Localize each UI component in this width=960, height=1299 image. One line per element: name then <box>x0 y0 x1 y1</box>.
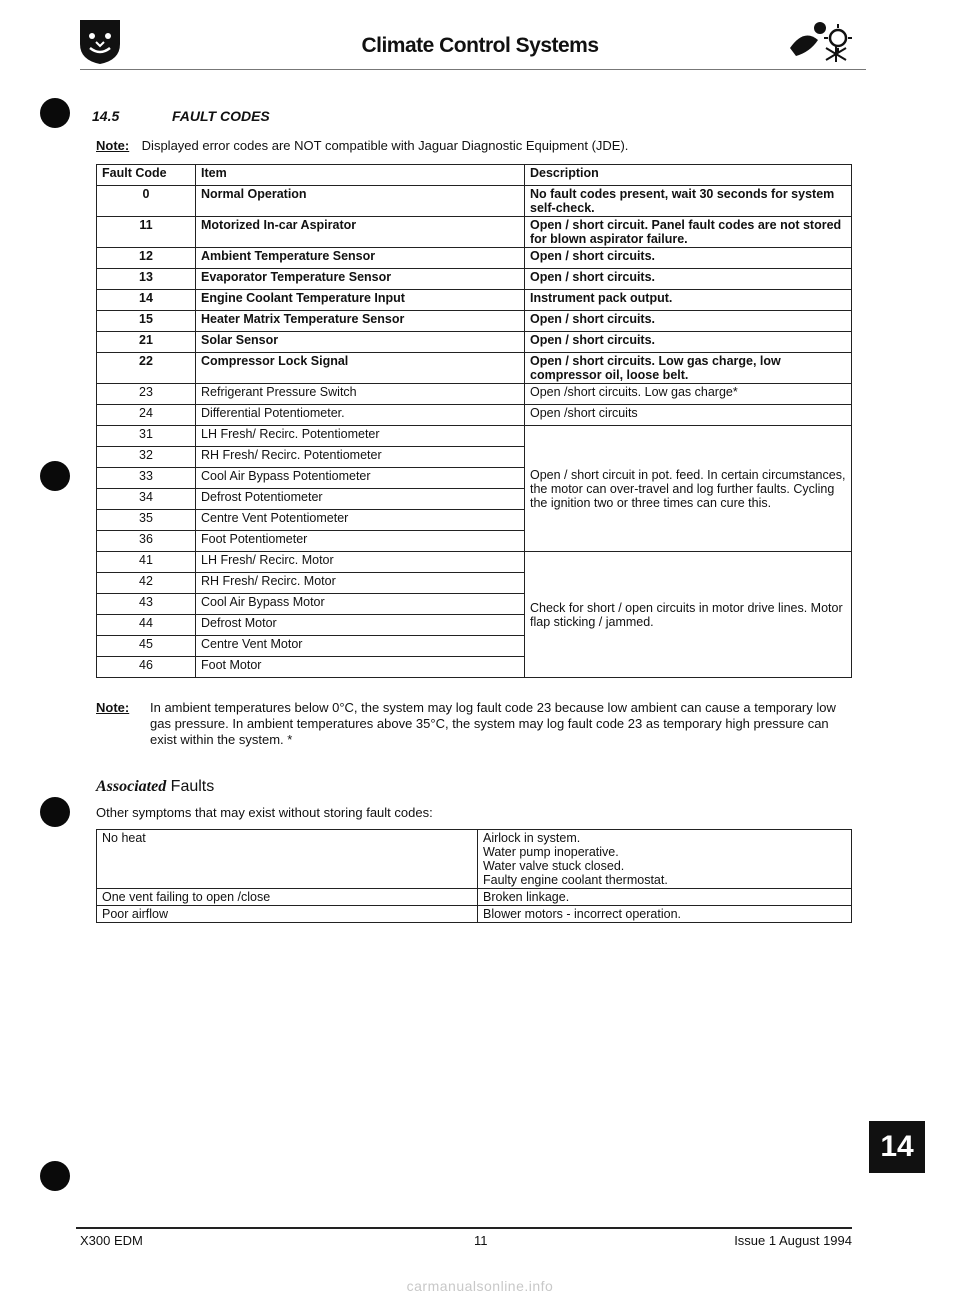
note-label: Note: <box>96 700 130 715</box>
table-row <box>97 186 852 217</box>
binder-hole <box>40 797 70 827</box>
fault-item: Centre Vent Motor <box>196 636 525 657</box>
fault-item: Cool Air Bypass Potentiometer <box>196 468 525 489</box>
fault-code: 31 <box>97 426 196 447</box>
fault-code: 44 <box>97 615 196 636</box>
fault-code: 43 <box>97 594 196 615</box>
fault-code: 45 <box>97 636 196 657</box>
fault-code: 21 <box>97 332 196 353</box>
fault-code: 33 <box>97 468 196 489</box>
fault-code: 24 <box>97 405 196 426</box>
fault-code: 0 <box>97 186 196 217</box>
table-row <box>97 889 852 906</box>
fault-description: Open / short circuits. <box>525 248 852 269</box>
table-header-row <box>97 165 852 186</box>
table-row <box>97 217 852 248</box>
page-number: 11 <box>474 1233 488 1248</box>
fault-code: 12 <box>97 248 196 269</box>
table-row <box>97 353 852 384</box>
cause: Faulty engine coolant thermostat. <box>483 873 668 887</box>
note-1 <box>96 137 628 155</box>
fault-item: Normal Operation <box>196 186 525 217</box>
table-row <box>97 552 852 573</box>
cause: Blower motors - incorrect operation. <box>483 907 681 921</box>
fault-item: Foot Motor <box>196 657 525 678</box>
fault-item: LH Fresh/ Recirc. Motor <box>196 552 525 573</box>
causes <box>478 830 852 889</box>
fault-item: Centre Vent Potentiometer <box>196 510 525 531</box>
fault-item: LH Fresh/ Recirc. Potentiometer <box>196 426 525 447</box>
cause: Water pump inoperative. <box>483 845 619 859</box>
fault-item: Refrigerant Pressure Switch <box>196 384 525 405</box>
fault-code: 22 <box>97 353 196 384</box>
footer-doc-code: X300 EDM <box>80 1233 143 1248</box>
fault-item: Defrost Motor <box>196 615 525 636</box>
table-row <box>97 830 852 889</box>
table-row <box>97 269 852 290</box>
fault-item: Evaporator Temperature Sensor <box>196 269 525 290</box>
section-title: FAULT CODES <box>172 108 270 124</box>
footer-rule <box>76 1227 852 1229</box>
symptom: No heat <box>97 830 478 889</box>
fault-code: 42 <box>97 573 196 594</box>
associated-faults-heading <box>96 778 214 796</box>
table-row <box>97 426 852 447</box>
binder-hole <box>40 98 70 128</box>
fault-code: 14 <box>97 290 196 311</box>
cause: Water valve stuck closed. <box>483 859 625 873</box>
fault-code: 34 <box>97 489 196 510</box>
table-row <box>97 384 852 405</box>
page-header-title: Climate Control Systems <box>361 34 599 57</box>
fault-description: Open /short circuits <box>525 405 852 426</box>
fault-code: 36 <box>97 531 196 552</box>
table-row <box>97 332 852 353</box>
table-row <box>97 248 852 269</box>
table-row <box>97 311 852 332</box>
cause: Broken linkage. <box>483 890 570 904</box>
fault-code: 41 <box>97 552 196 573</box>
section-tab: 14 <box>869 1121 925 1173</box>
binder-hole <box>40 461 70 491</box>
table-row <box>97 290 852 311</box>
fault-item: RH Fresh/ Recirc. Motor <box>196 573 525 594</box>
fault-description: Instrument pack output. <box>525 290 852 311</box>
associated-intro: Other symptoms that may exist without storing fault codes: <box>96 805 433 820</box>
fault-description: No fault codes present, wait 30 seconds for system self-check. <box>525 186 852 217</box>
table-row <box>97 405 852 426</box>
climate-control-icon <box>786 18 860 64</box>
header-rule <box>80 69 866 70</box>
cause: Airlock in system. <box>483 831 581 845</box>
fault-description: Open / short circuits. <box>525 269 852 290</box>
symptom: One vent failing to open /close <box>97 889 478 906</box>
fault-item: Defrost Potentiometer <box>196 489 525 510</box>
fault-codes-table <box>96 164 852 678</box>
fault-item: RH Fresh/ Recirc. Potentiometer <box>196 447 525 468</box>
fault-item: Heater Matrix Temperature Sensor <box>196 311 525 332</box>
column-header: Description <box>525 165 852 186</box>
section-number: 14.5 <box>92 108 120 124</box>
fault-item: Motorized In-car Aspirator <box>196 217 525 248</box>
fault-code: 23 <box>97 384 196 405</box>
section-heading <box>92 108 270 124</box>
note-text: Displayed error codes are NOT compatible with Jaguar Diagnostic Equipment (JDE). <box>141 138 629 153</box>
column-header: Item <box>196 165 525 186</box>
fault-item: Foot Potentiometer <box>196 531 525 552</box>
fault-description: Open / short circuits. <box>525 332 852 353</box>
fault-item: Ambient Temperature Sensor <box>196 248 525 269</box>
fault-description: Open /short circuits. Low gas charge* <box>525 384 852 405</box>
symptom: Poor airflow <box>97 906 478 923</box>
fault-code: 13 <box>97 269 196 290</box>
fault-description: Open / short circuits. Low gas charge, low compressor oil, loose belt. <box>525 353 852 384</box>
fault-description: Open / short circuit. Panel fault codes are not stored for blown aspirator failure. <box>525 217 852 248</box>
fault-code: 11 <box>97 217 196 248</box>
fault-code: 32 <box>97 447 196 468</box>
fault-item: Differential Potentiometer. <box>196 405 525 426</box>
fault-code: 46 <box>97 657 196 678</box>
fault-item: Engine Coolant Temperature Input <box>196 290 525 311</box>
note-2 <box>96 700 856 748</box>
associated-faults-table <box>96 829 852 923</box>
binder-hole <box>40 1161 70 1191</box>
column-header: Fault Code <box>97 165 196 186</box>
note-text: In ambient temperatures below 0°C, the system may log fault code 23 because low ambient can cause a temporary low gas pressure. In ambient temperatures above 35°C, the system may log fault code 23 as temporary high pressure can exist within the system. * <box>150 700 836 747</box>
table-row <box>97 906 852 923</box>
watermark: carmanualsonline.info <box>406 1278 554 1294</box>
fault-code: 15 <box>97 311 196 332</box>
fault-item: Solar Sensor <box>196 332 525 353</box>
fault-description: Open / short circuits. <box>525 311 852 332</box>
footer-issue-date: Issue 1 August 1994 <box>734 1233 852 1248</box>
associated-title-italic: Associated <box>96 778 167 795</box>
causes <box>478 889 852 906</box>
associated-title-rest: Faults <box>170 778 215 795</box>
fault-code: 35 <box>97 510 196 531</box>
fault-item: Cool Air Bypass Motor <box>196 594 525 615</box>
note-label: Note: <box>96 138 130 153</box>
causes <box>478 906 852 923</box>
motor-group-description: Check for short / open circuits in motor drive lines. Motor flap sticking / jammed. <box>525 552 852 678</box>
potentiometer-group-description: Open / short circuit in pot. feed. In certain circumstances, the motor can over-travel and log further faults. Cycling the ignition two or three times can cure this. <box>525 426 852 552</box>
fault-item: Compressor Lock Signal <box>196 353 525 384</box>
